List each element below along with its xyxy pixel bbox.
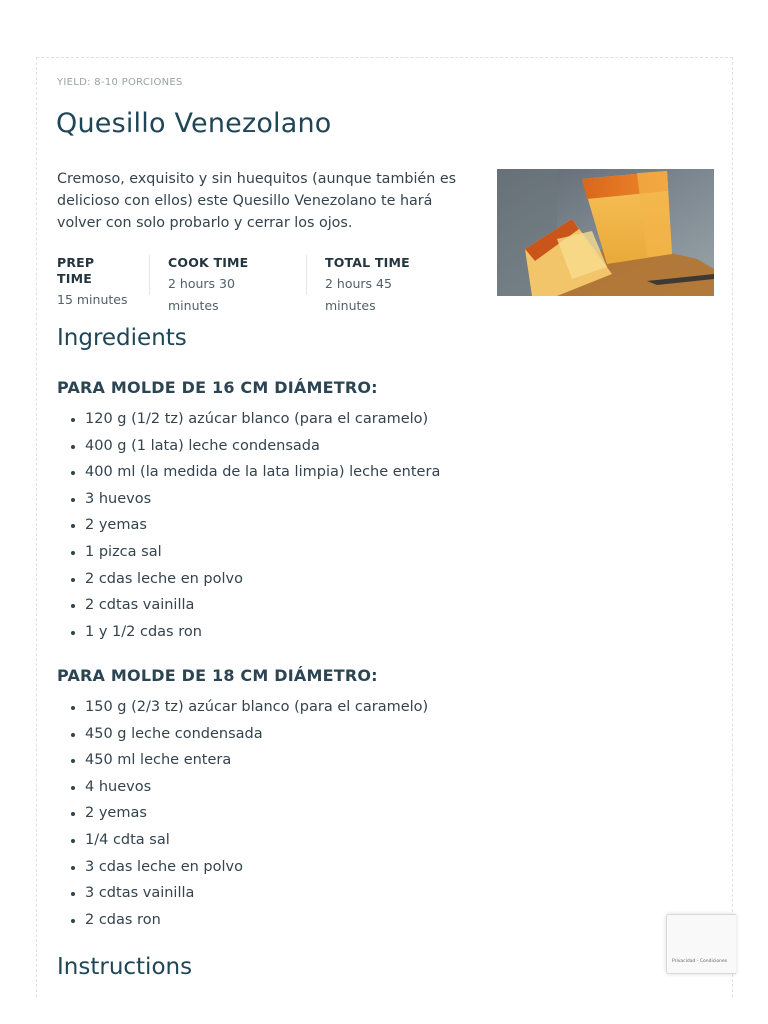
total-time-label: TOTAL TIME <box>325 255 410 270</box>
ingredient-group-title: PARA MOLDE DE 18 CM DIÁMETRO: <box>57 666 378 685</box>
ingredient-item: 2 yemas <box>85 512 440 539</box>
cook-time <box>149 255 306 313</box>
recipe-image <box>497 169 714 296</box>
ingredient-item: 3 cdas leche en polvo <box>85 854 428 881</box>
instructions-heading: Instructions <box>57 954 193 980</box>
total-time <box>306 255 456 313</box>
ingredient-item: 450 ml leche entera <box>85 747 428 774</box>
ingredient-item: 2 cdtas vainilla <box>85 592 440 619</box>
prep-time <box>57 255 149 307</box>
ingredient-item: 400 ml (la medida de la lata limpia) leche entera <box>85 459 440 486</box>
ingredient-item: 4 huevos <box>85 774 428 801</box>
recipe-yield: YIELD: 8-10 PORCIONES <box>57 77 183 88</box>
ingredient-list <box>85 406 440 645</box>
recaptcha-links[interactable]: Privacidad - Condiciones <box>672 959 728 964</box>
ingredient-group-title: PARA MOLDE DE 16 CM DIÁMETRO: <box>57 378 378 397</box>
ingredient-item: 3 huevos <box>85 486 440 513</box>
ingredient-item: 1 pizca sal <box>85 539 440 566</box>
recipe-summary: Cremoso, exquisito y sin huequitos (aunque también es delicioso con ellos) este Quesillo Venezolano te hará volver con solo probarlo y cerrar los ojos. <box>57 171 457 231</box>
ingredient-list <box>85 694 428 933</box>
ingredient-item: 2 cdas ron <box>85 907 428 934</box>
ingredient-item: 1/4 cdta sal <box>85 827 428 854</box>
ingredient-item: 400 g (1 lata) leche condensada <box>85 433 440 460</box>
ingredients-heading: Ingredients <box>57 325 187 351</box>
ingredient-item: 3 cdtas vainilla <box>85 880 428 907</box>
recaptcha-badge[interactable] <box>666 914 736 974</box>
ingredient-item: 1 y 1/2 cdas ron <box>85 619 440 646</box>
cook-time-value: 2 hours 30 minutes <box>168 276 235 313</box>
prep-time-label: PREP TIME <box>57 255 95 286</box>
cook-time-label: COOK TIME <box>168 255 249 270</box>
recipe-title: Quesillo Venezolano <box>56 108 332 139</box>
recipe-times <box>57 255 456 313</box>
ingredient-item: 2 cdas leche en polvo <box>85 566 440 593</box>
ingredient-item: 450 g leche condensada <box>85 721 428 748</box>
recipe-card <box>36 57 733 997</box>
total-time-value: 2 hours 45 minutes <box>325 276 392 313</box>
ingredient-item: 120 g (1/2 tz) azúcar blanco (para el caramelo) <box>85 406 440 433</box>
ingredient-item: 150 g (2/3 tz) azúcar blanco (para el caramelo) <box>85 694 428 721</box>
prep-time-value: 15 minutes <box>57 292 128 307</box>
ingredient-item: 2 yemas <box>85 800 428 827</box>
